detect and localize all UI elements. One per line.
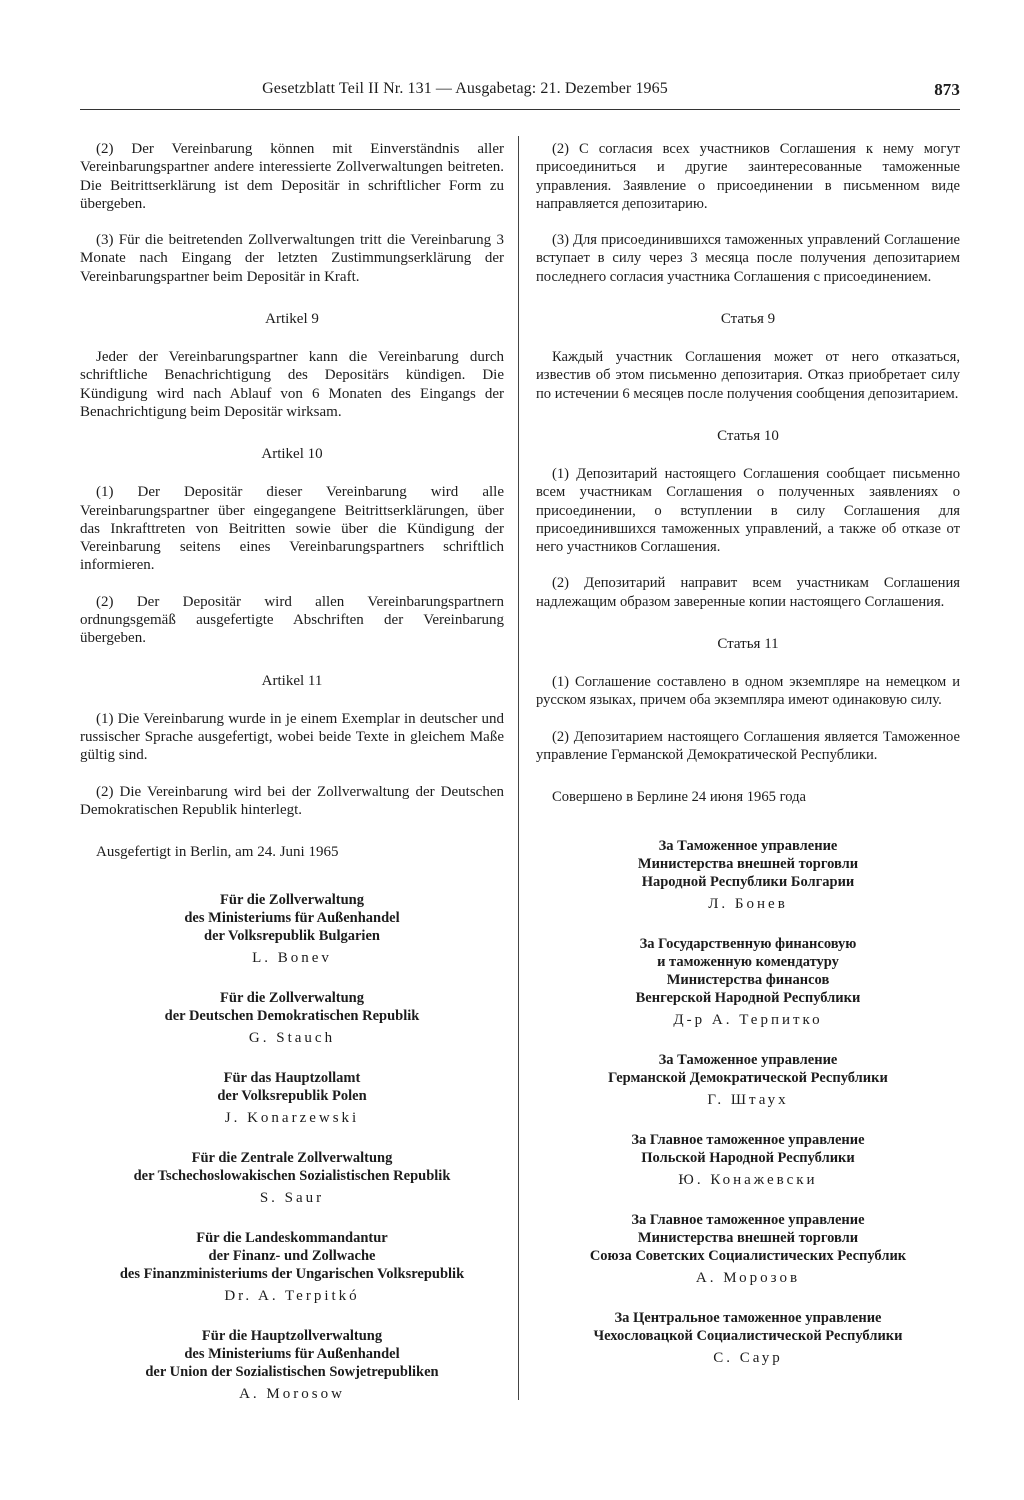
signatory-name: Dr. A. Terpitkó — [224, 1288, 360, 1305]
signature-authority-line: Für die Zollverwaltung — [220, 892, 364, 909]
russian-column — [536, 140, 960, 1367]
paragraph: (1) Соглашение составлено в одном экземпляре на немецком и русском языках, причем оба экземпляра имеют одинаковую силу. — [536, 674, 960, 709]
signature-authority-line: Германской Демократической Республики — [608, 1069, 888, 1086]
paragraph: (2) Die Vereinbarung wird bei der Zollverwaltung der Deutschen Demokratischen Republik hinterlegt. — [80, 783, 504, 818]
signature-block — [536, 837, 960, 913]
signature-block — [80, 1229, 504, 1305]
signature-authority-line: За Государственную финансовую — [639, 935, 857, 952]
signature-authority-line: За Главное таможенное управление — [631, 1211, 865, 1228]
article-heading: Artikel 10 — [261, 446, 323, 463]
article-heading: Статья 10 — [717, 427, 779, 444]
paragraph: Jeder der Vereinbarungspartner kann die Vereinbarung durch schriftliche Benachrichtigung des Depositärs kündigen. Die Kündigung wird nach Ablauf von 6 Monaten des Eingangs der Benachrichtigung beim Depositär wirksam. — [80, 349, 504, 420]
signature-block — [80, 1327, 504, 1403]
signatory-name: A. Morosow — [239, 1386, 345, 1403]
article-heading: Статья 11 — [717, 636, 779, 653]
signature-authority-line: der Union der Sozialistischen Sowjetrepubliken — [145, 1364, 439, 1381]
signature-authority-line: Für die Zentrale Zollverwaltung — [191, 1150, 393, 1167]
paragraph: (3) Для присоединившихся таможенных управлений Соглашение вступает в силу через 3 месяца после получения депозитарием последнего согласия участника Соглашения с присоединением. — [536, 232, 960, 285]
signatory-name: G. Stauch — [248, 1030, 336, 1047]
german-column — [80, 140, 504, 1403]
paragraph: (2) С согласия всех участников Соглашения к нему могут присоединиться и другие заинтересованные таможенные управления. Заявление о присоединении в письменном виде направляется депозитарию. — [536, 141, 960, 212]
page-header — [80, 80, 960, 104]
paragraph: (2) Der Vereinbarung können mit Einverständnis aller Vereinbarungspartner andere interessierte Zollverwaltungen beitreten. Die Beitrittserklärung ist dem Depositär in schriftlicher Form zu übergeben. — [80, 141, 504, 212]
signature-authority-line: Чехословацкой Социалистической Республики — [593, 1327, 903, 1344]
signatory-name: С. Саур — [713, 1349, 783, 1366]
signature-authority-line: des Ministeriums für Außenhandel — [184, 1346, 400, 1363]
signature-authority-line: За Главное таможенное управление — [631, 1131, 865, 1148]
signature-authority-line: Народной Республики Болгарии — [641, 873, 855, 890]
signatory-name: L. Bonev — [252, 950, 332, 967]
paragraph: (2) Депозитарием настоящего Соглашения является Таможенное управление Германской Демократической Республики. — [536, 728, 960, 763]
signatory-name: S. Saur — [259, 1190, 325, 1207]
signature-authority-line: Für das Hauptzollamt — [223, 1070, 361, 1087]
signature-authority-line: и таможенную комендатуру — [657, 953, 839, 970]
header-rule — [80, 109, 960, 110]
signature-authority-line: der Tschechoslowakischen Sozialistischen Republik — [133, 1168, 451, 1185]
signature-block — [536, 935, 960, 1029]
signatory-name: А. Морозов — [695, 1269, 801, 1286]
signature-authority-line: За Таможенное управление — [658, 837, 838, 854]
signature-authority-line: Für die Hauptzollverwaltung — [201, 1328, 383, 1345]
signature-authority-line: Für die Zollverwaltung — [220, 990, 364, 1007]
signature-block — [80, 989, 504, 1047]
signature-authority-line: За Таможенное управление — [658, 1051, 838, 1068]
article-heading: Artikel 9 — [265, 311, 319, 328]
signature-block — [80, 891, 504, 967]
paragraph: Каждый участник Соглашения может от него отказаться, известив об этом письменно депозитария. Отказ приобретает силу по истечении 6 месяцев после получения сообщения депозитарием. — [536, 349, 960, 402]
signature-authority-line: Министерства внешней торговли — [637, 1229, 859, 1246]
signature-authority-line: der Volksrepublik Polen — [217, 1088, 367, 1105]
place-date: Ausgefertigt in Berlin, am 24. Juni 1965 — [96, 844, 339, 861]
signature-list — [80, 891, 504, 1403]
paragraph: (2) Der Depositär wird allen Vereinbarungspartnern ordnungsgemäß ausgefertigte Abschriften der Vereinbarung übergeben. — [80, 593, 504, 647]
signatory-name: J. Konarzewski — [224, 1110, 360, 1127]
signature-authority-line: Союза Советских Социалистических Республик — [589, 1247, 907, 1264]
signature-authority-line: Польской Народной Республики — [641, 1149, 855, 1166]
signature-block — [536, 1131, 960, 1189]
page-number: 873 — [934, 80, 960, 99]
column-divider — [518, 136, 519, 1400]
signature-authority-line: der Finanz- und Zollwache — [208, 1248, 376, 1265]
signatory-name: Л. Бонев — [708, 895, 788, 912]
signature-authority-line: der Deutschen Demokratischen Republik — [164, 1008, 420, 1025]
signature-authority-line: des Finanzministeriums der Ungarischen Volksrepublik — [119, 1266, 465, 1283]
header-title: Gesetzblatt Teil II Nr. 131 — Ausgabetag: 21. Dezember 1965 — [262, 80, 668, 97]
signature-block — [80, 1069, 504, 1127]
signature-authority-line: За Центральное таможенное управление — [614, 1309, 882, 1326]
signature-authority-line: des Ministeriums für Außenhandel — [184, 910, 400, 927]
signature-block — [536, 1051, 960, 1109]
paragraph: (2) Депозитарий направит всем участникам Соглашения надлежащим образом заверенные копии настоящего Соглашения. — [536, 575, 960, 610]
signature-list — [536, 837, 960, 1367]
signature-block — [536, 1309, 960, 1367]
paragraph: (1) Der Depositär dieser Vereinbarung wird alle Vereinbarungspartner über eingegangene Beitrittserklärungen, über das Inkrafttreten von Beitritten sowie über die Kündigung der Vereinbarung seitens eines Vereinbarungspartners schriftlich informieren. — [80, 484, 504, 574]
signature-block — [536, 1211, 960, 1287]
place-date: Совершено в Берлине 24 июня 1965 года — [552, 789, 806, 806]
signature-authority-line: Венгерской Народной Республики — [635, 989, 861, 1006]
signatory-name: Г. Штаух — [707, 1091, 789, 1108]
paragraph: (3) Für die beitretenden Zollverwaltungen tritt die Vereinbarung 3 Monate nach Eingang der letzten Zustimmungserklärung der Vereinbarungspartner beim Depositär in Kraft. — [80, 232, 504, 285]
signature-block — [80, 1149, 504, 1207]
signatory-name: Д-р А. Терпитко — [673, 1011, 823, 1028]
article-heading: Статья 9 — [720, 311, 776, 328]
signature-authority-line: Министерства финансов — [666, 971, 830, 988]
signature-authority-line: der Volksrepublik Bulgarien — [204, 928, 380, 945]
signatory-name: Ю. Конажевски — [678, 1171, 818, 1188]
paragraph: (1) Депозитарий настоящего Соглашения сообщает письменно всем участникам Соглашения о полученных заявлениях о присоединении, о вступлении в силу Соглашения для присоединившихся таможенных управлений, а также об отказе от него участников Соглашения. — [536, 465, 960, 556]
article-heading: Artikel 11 — [261, 672, 323, 689]
signature-authority-line: Für die Landeskommandantur — [196, 1230, 388, 1247]
paragraph: (1) Die Vereinbarung wurde in je einem Exemplar in deutscher und russischer Sprache ausgefertigt, wobei beide Texte in gleichem Maße gültig sind. — [80, 710, 504, 764]
signature-authority-line: Министерства внешней торговли — [637, 855, 859, 872]
